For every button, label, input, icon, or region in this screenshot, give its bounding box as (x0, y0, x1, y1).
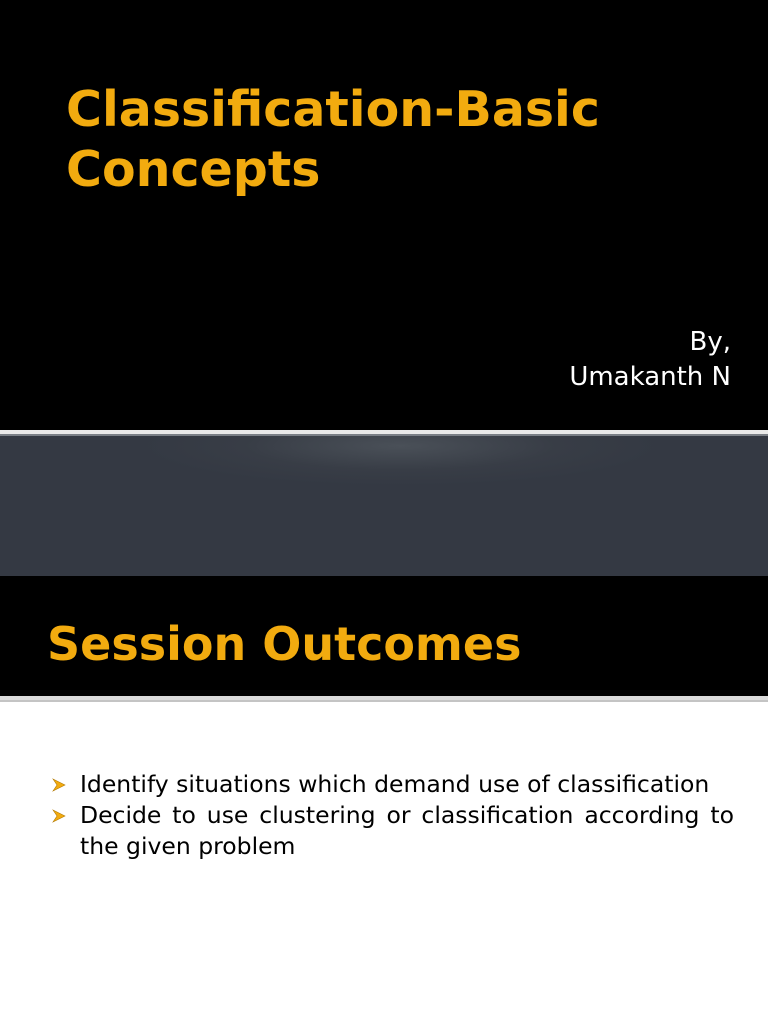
bullet-text: Decide to use clustering or classification according to the given problem (80, 801, 734, 860)
author-block (569, 325, 731, 395)
arrowhead-bullet-icon (52, 809, 66, 823)
outcomes-slide-body (0, 702, 768, 1024)
slide-title: Classification-Basic Concepts (66, 81, 600, 198)
bullet-item (50, 800, 734, 862)
bullet-list (50, 769, 734, 862)
slide-gap (0, 436, 768, 576)
outcomes-slide-title: Session Outcomes (47, 617, 522, 671)
title-slide (0, 0, 768, 430)
bullet-item (50, 769, 734, 800)
outcomes-slide-header (0, 576, 768, 696)
arrowhead-bullet-icon (52, 778, 66, 792)
author-name: Umakanth N (569, 362, 731, 392)
author-prefix: By, (689, 327, 731, 357)
bullet-text: Identify situations which demand use of classification (80, 770, 710, 798)
